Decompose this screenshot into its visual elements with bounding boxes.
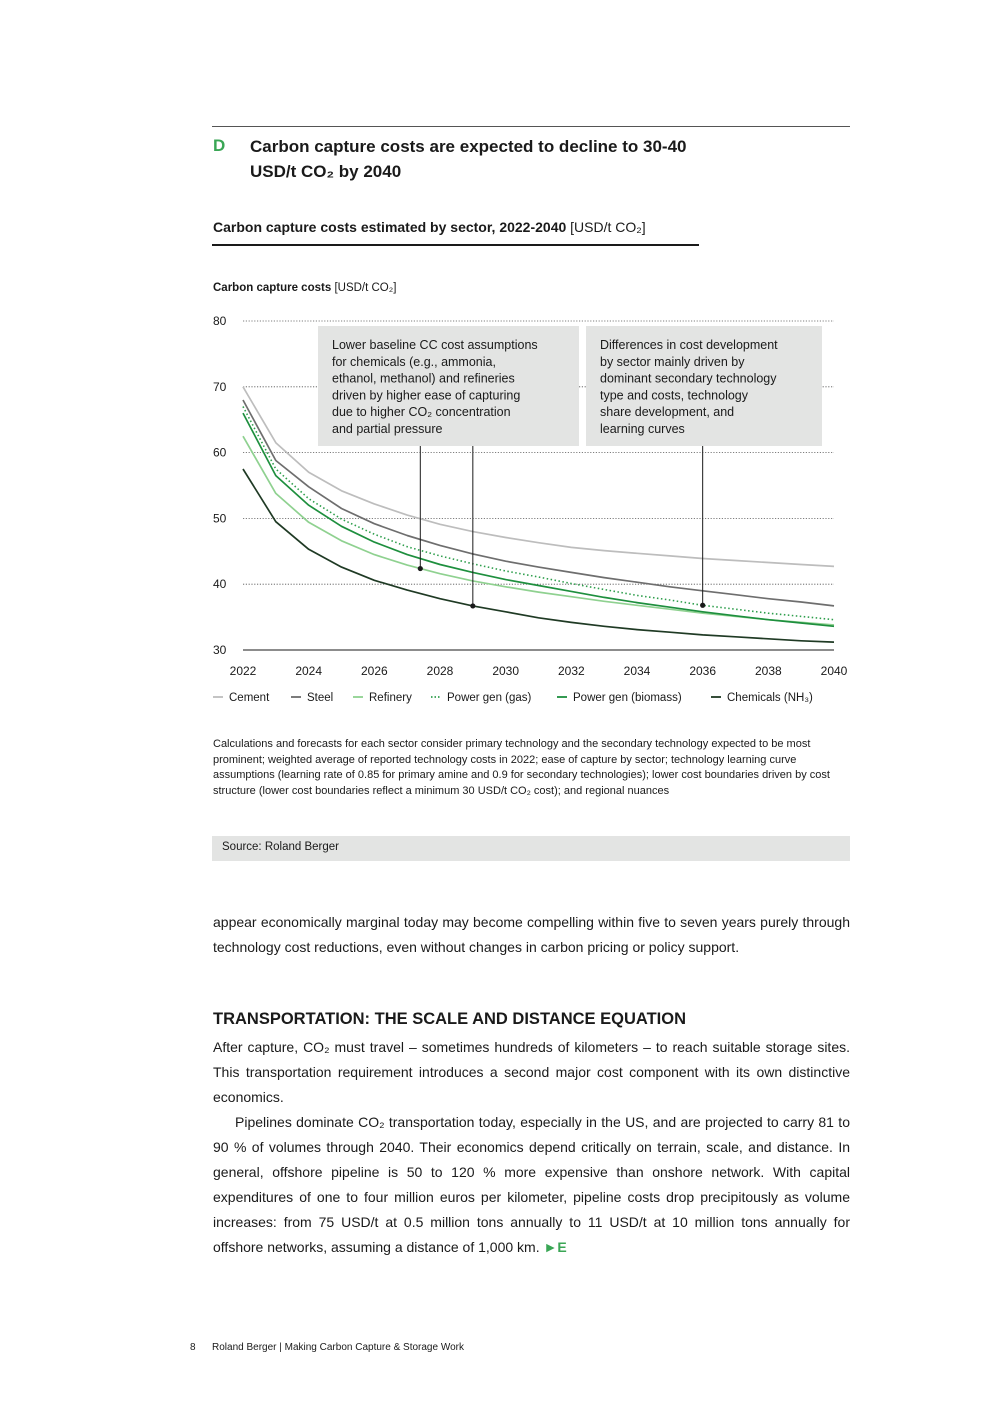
page-number: 8 xyxy=(190,1342,196,1353)
legend-label: Steel xyxy=(307,692,334,704)
figure-title: Carbon capture costs are expected to decline to 30-40 USD/t CO₂ by 2040 xyxy=(250,137,687,181)
annotation-text: Lower baseline CC cost assumptions for chemicals (e.g., ammonia, ethanol, methanol) and refineries driven by higher ease of capturing due to higher CO₂ concentration and partial pressure xyxy=(332,338,538,436)
legend-label: Power gen (biomass) xyxy=(573,692,682,704)
x-tick-label: 2040 xyxy=(820,664,848,678)
annotation-text: Differences in cost development by sector mainly driven by dominant secondary technology type and costs, technology share development, and learning curves xyxy=(600,338,778,436)
line-chart xyxy=(200,300,850,720)
y-tick-label: 30 xyxy=(213,643,227,657)
y-tick-label: 70 xyxy=(213,379,227,394)
chart-subtitle-bold: Carbon capture costs estimated by sector, 2022-2040 xyxy=(213,219,567,235)
body-paragraph-2: After capture, CO₂ must travel – sometimes hundreds of kilometers – to reach suitable storage sites. This transportation requirement introduces a second major cost component with its own distinctive economics. xyxy=(213,1039,850,1105)
page-footer xyxy=(190,1342,464,1353)
footer-text: Roland Berger | Making Carbon Capture & Storage Work xyxy=(212,1342,464,1353)
x-tick-label: 2030 xyxy=(492,664,520,678)
annotation-leader-dot xyxy=(418,566,423,571)
x-tick-label: 2036 xyxy=(689,664,717,678)
chart-subtitle xyxy=(213,219,646,235)
y-tick-label: 50 xyxy=(213,511,227,526)
y-tick-label: 80 xyxy=(213,314,227,328)
x-tick-label: 2026 xyxy=(360,664,388,678)
x-tick-label: 2032 xyxy=(557,664,585,678)
y-axis-label xyxy=(213,282,396,294)
annotation-leader-dot xyxy=(470,603,475,608)
annotation-leader-dot xyxy=(700,603,705,608)
figure-letter: D xyxy=(213,136,226,155)
body-paragraph-3-text: Pipelines dominate CO₂ transportation today, especially in the US, and are projected to carry 81 to 90 % of volumes through 2040. Their economics depend critically on terrain, scale, and distance. In general, offshore pipeline is 50 to 120 % more expensive than onshore network. With capital expenditures of one to four million euros per kilometer, pipeline costs drop precipitously as volume increases: from 75 USD/t at 0.5 million tons annually to 11 USD/t at 10 million tons annually for offshore networks, assuming a distance of 1,000 km. xyxy=(213,1114,850,1255)
x-tick-label: 2028 xyxy=(426,664,454,678)
body-paragraph-3 xyxy=(213,1110,850,1260)
subtitle-rule xyxy=(212,244,699,246)
chart-notes: Calculations and forecasts for each sector consider primary technology and the secondary technology expected to be most prominent; weighted average of reported technology costs in 2022; ease of capture by sector; technology learning curve assumptions (learning rate of 0.85 for primary amine and 0.9 for secondary technologies); lower cost boundaries driven by cost structure (lower cost boundaries reflect a minimum 30 USD/t CO₂ cost); and regional nuances xyxy=(213,738,830,798)
x-tick-label: 2034 xyxy=(623,664,651,678)
section-heading: TRANSPORTATION: THE SCALE AND DISTANCE EQUATION xyxy=(213,1010,686,1028)
y-tick-label: 40 xyxy=(213,577,227,592)
chart-subtitle-unit: [USD/t CO₂] xyxy=(570,219,646,235)
x-tick-label: 2022 xyxy=(229,664,257,678)
y-axis-label-unit: [USD/t CO₂] xyxy=(334,282,397,294)
top-rule xyxy=(212,126,850,127)
figure-reference-link[interactable]: ►E xyxy=(543,1239,567,1255)
y-axis-label-bold: Carbon capture costs xyxy=(213,282,332,294)
body-paragraph-1: appear economically marginal today may become compelling within five to seven years purely through technology cost reductions, even without changes in carbon pricing or policy support. xyxy=(213,914,850,955)
legend-label: Refinery xyxy=(369,692,412,704)
legend-label: Chemicals (NH₃) xyxy=(727,692,813,704)
legend-label: Cement xyxy=(229,692,270,704)
source-text: Source: Roland Berger xyxy=(222,841,339,853)
legend-label: Power gen (gas) xyxy=(447,692,532,704)
x-tick-label: 2038 xyxy=(754,664,782,678)
x-tick-label: 2024 xyxy=(295,664,323,678)
y-tick-label: 60 xyxy=(213,445,227,460)
